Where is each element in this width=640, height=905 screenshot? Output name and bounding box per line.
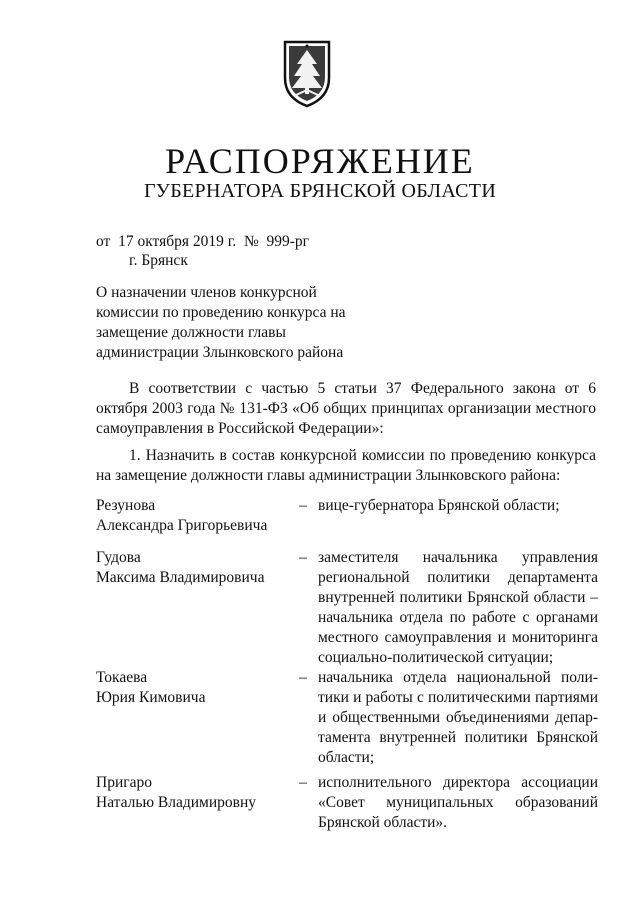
member-name: [96, 668, 281, 708]
document-date-number: от 17 октября 2019 г. № 999-рг: [96, 233, 310, 250]
item-1-paragraph: 1. Назначить в состав конкурсной комиссии по проведению конкурса на замещение должности главы администрации Злынковского района:: [96, 447, 596, 484]
member-given-names: Александра Григорьевича: [96, 517, 268, 534]
member-position: заместителя начальника управления региональной политики департамента внутренней политики Брянской области – начальника отдела по работе с органами местного самоуправления и мониторинга социально-политической ситуации;: [318, 549, 598, 666]
document-subject: О назначении членов конкурсной комиссии по проведению конкурса на замещение должности главы администрации Злынковского района: [96, 284, 346, 361]
member-dash: –: [299, 549, 307, 566]
member-name: [96, 773, 281, 813]
member-given-names: Юрия Кимовича: [96, 689, 206, 706]
member-name: [96, 496, 281, 536]
member-surname: Гудова: [96, 549, 141, 566]
member-position: вице-губернатора Брянской области;: [318, 497, 560, 514]
member-dash: –: [299, 497, 307, 514]
member-position: начальника отдела национальной политики и работы с политическими партиями и общественными объединениями департамента внутренней политики Брянской области;: [318, 669, 598, 766]
member-dash: –: [299, 669, 307, 686]
member-position: исполнительного директора ассоциации «Совет муниципальных образований Брянской области».: [318, 774, 598, 831]
member-surname: Токаева: [96, 669, 148, 686]
member-given-names: Наталью Владимировну: [96, 794, 257, 811]
member-surname: Резунова: [96, 497, 156, 514]
bryansk-coat-of-arms-icon: [281, 38, 333, 110]
member-name: [96, 548, 281, 588]
document-title: РАСПОРЯЖЕНИЕ: [165, 141, 475, 181]
member-surname: Пригаро: [96, 774, 152, 791]
document-city: г. Брянск: [129, 252, 188, 269]
member-given-names: Максима Владимировича: [96, 569, 265, 586]
preamble-paragraph: В соответствии с частью 5 статьи 37 Федерального закона от 6 октября 2003 года № 131-ФЗ «Об общих принципах организации местного самоуправления в Российской Федерации»:: [96, 380, 596, 437]
document-subtitle: ГУБЕРНАТОРА БРЯНСКОЙ ОБЛАСТИ: [143, 180, 497, 202]
member-dash: –: [299, 774, 307, 791]
